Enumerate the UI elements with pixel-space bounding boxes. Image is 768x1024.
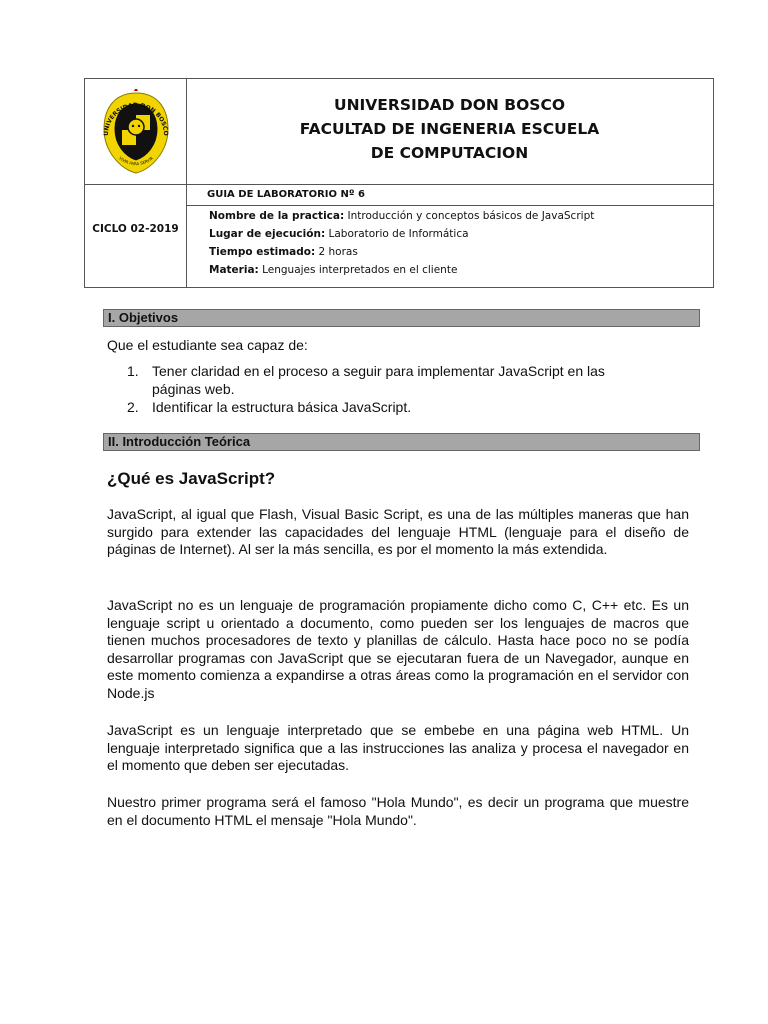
faculty-line-1: FACULTAD DE INGENERIA ESCUELA [299,120,600,138]
list-text-cont: páginas web. [152,381,235,397]
list-number: 1. [127,363,139,379]
institution-heading [186,93,713,165]
objetivos-intro: Que el estudiante sea capaz de: [107,337,308,353]
materia-label: Materia: [209,264,259,276]
section-heading: ¿Qué es JavaScript? [107,469,276,488]
university-name: UNIVERSIDAD DON BOSCO [333,96,566,114]
list-text: Tener claridad en el proceso a seguir para implementar JavaScript en las [152,363,605,379]
section-bar-introduccion: II. Introducción Teórica [103,433,700,451]
paragraph: JavaScript, al igual que Flash, Visual Basic Script, es una de las múltiples maneras que han surgido para extender las capacidades del lenguaje HTML (lenguaje para el diseño de páginas de Internet). Al ser la más sencilla, es por el momento la más extendida. [107,506,689,557]
ciclo-label: CICLO 02-2019 [92,223,179,235]
guia-title: GUIA DE LABORATORIO Nº 6 [207,189,365,200]
list-number: 2. [127,399,139,415]
practica-row [209,207,594,225]
logo-bottom-text: VIVIR PARA SERVIR [117,155,155,167]
header-table [84,78,714,288]
table-divider [186,205,713,206]
list-item [107,362,627,398]
objetivos-list [107,362,627,416]
tiempo-label: Tiempo estimado: [209,246,316,258]
list-item [107,398,627,416]
section-bar-objetivos: I. Objetivos [103,309,700,327]
paragraph: JavaScript no es un lenguaje de programación propiamente dicho como C, C++ etc. Es un lenguaje script u orientado a documento, como pueden ser los lenguajes de macros que tienen muchos procesadores de texto y planillas de cálculo. Hasta hace poco no se podía desarrollar programas con JavaScript que se ejecutaran fuera de un Navegador, aunque en este momento comienza a expandirse a otras áreas como la programación en el servidor con Node.js [107,597,689,701]
logo-top-text: UNIVERSIDAD DON BOSCO [102,101,170,137]
lugar-value: Laboratorio de Informática [328,228,469,240]
materia-row [209,261,594,279]
paragraph: JavaScript es un lenguaje interpretado que se embebe en una página web HTML. Un lenguaje interpretado significa que a las instrucciones las analiza y procesa el navegador en el momento que deben ser ejecutadas. [107,722,689,773]
materia-value: Lenguajes interpretados en el cliente [262,264,458,276]
lugar-row [209,225,594,243]
tiempo-row [209,243,594,261]
university-logo [98,89,174,175]
practice-info [209,207,594,279]
table-divider [85,184,713,185]
list-text: Identificar la estructura básica JavaScript. [152,399,412,415]
practica-value: Introducción y conceptos básicos de JavaScript [347,210,595,222]
faculty-line-2: DE COMPUTACION [370,144,529,162]
practica-label: Nombre de la practica: [209,210,345,222]
lugar-label: Lugar de ejecución: [209,228,326,240]
tiempo-value: 2 horas [318,246,358,258]
paragraph: Nuestro primer programa será el famoso "Hola Mundo", es decir un programa que muestre en el documento HTML el mensaje "Hola Mundo". [107,794,689,828]
